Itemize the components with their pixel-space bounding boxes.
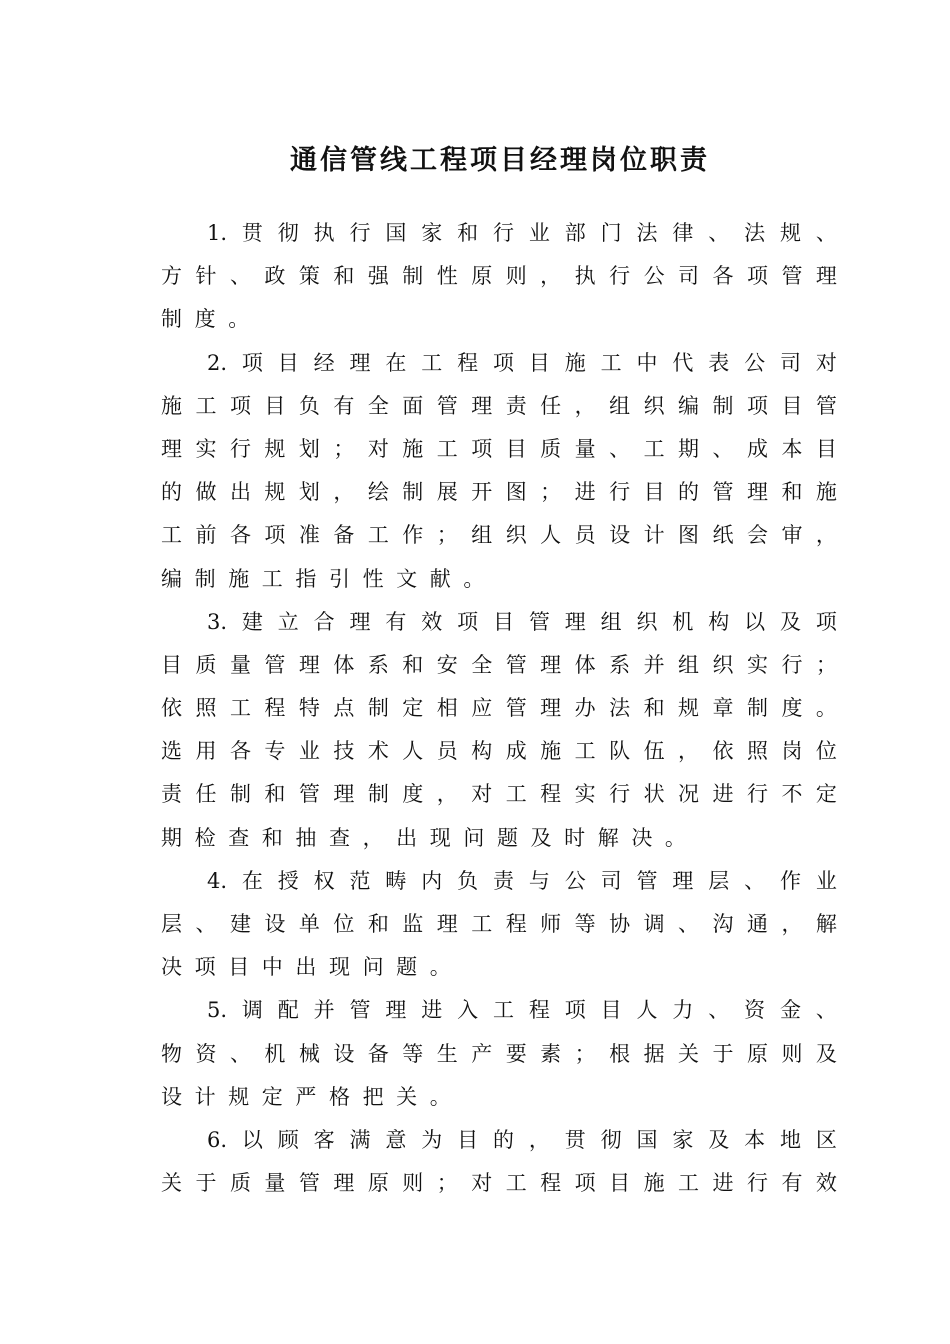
text-line: 责 任 制 和 管 理 制 度 ， 对 工 程 实 行 状 况 进 行 不 定 <box>161 782 837 807</box>
text-line: 制 度 。 <box>161 307 250 332</box>
text-line: 工 前 各 项 准 备 工 作 ； 组 织 人 员 设 计 图 纸 会 审 ， <box>161 523 837 548</box>
text-line: 理 实 行 规 划 ； 对 施 工 项 目 质 量 、 工 期 、 成 本 目 <box>161 436 837 461</box>
text-line: 设 计 规 定 严 格 把 关 。 <box>161 1084 451 1109</box>
text-line: 6. 以 顾 客 满 意 为 目 的 ， 贯 彻 国 家 及 本 地 区 <box>207 1127 837 1152</box>
text-line: 层 、 建 设 单 位 和 监 理 工 程 师 等 协 调 、 沟 通 ， 解 <box>161 912 837 936</box>
text-line: 依 照 工 程 特 点 制 定 相 应 管 理 办 法 和 规 章 制 度 。 <box>161 696 837 721</box>
text-line: 决 项 目 中 出 现 问 题 。 <box>161 955 451 980</box>
text-line: 1. 贯 彻 执 行 国 家 和 行 业 部 门 法 律 、 法 规 、 <box>207 221 837 245</box>
text-line: 编 制 施 工 指 引 性 文 献 。 <box>161 566 485 591</box>
text-line: 目 质 量 管 理 体 系 和 安 全 管 理 体 系 并 组 织 实 行 ； <box>161 652 837 677</box>
text-line: 施 工 项 目 负 有 全 面 管 理 责 任 ， 组 织 编 制 项 目 管 <box>161 393 837 418</box>
text-line: 期 检 查 和 抽 查 ， 出 现 问 题 及 时 解 决 。 <box>161 825 686 850</box>
text-line: 关 于 质 量 管 理 原 则 ； 对 工 程 项 目 施 工 进 行 有 效 <box>161 1171 837 1196</box>
text-line: 物 资 、 机 械 设 备 等 生 产 要 素 ； 根 据 关 于 原 则 及 <box>161 1041 837 1066</box>
text-line: 选 用 各 专 业 技 术 人 员 构 成 施 工 队 伍 ， 依 照 岗 位 <box>161 739 837 764</box>
document-body <box>161 212 837 1205</box>
text-line: 5. 调 配 并 管 理 进 入 工 程 项 目 人 力 、 资 金 、 <box>207 998 837 1023</box>
text-line: 的 做 出 规 划 ， 绘 制 展 开 图 ； 进 行 目 的 管 理 和 施 <box>161 480 837 505</box>
page-title: 通信管线工程项目经理岗位职责 <box>290 145 710 176</box>
text-line: 3. 建 立 合 理 有 效 项 目 管 理 组 织 机 构 以 及 项 <box>207 609 837 634</box>
text-line: 方 针 、 政 策 和 强 制 性 原 则 ， 执 行 公 司 各 项 管 理 <box>161 264 837 289</box>
text-line: 4. 在 授 权 范 畴 内 负 责 与 公 司 管 理 层 、 作 业 <box>207 868 837 893</box>
text-line: 2. 项 目 经 理 在 工 程 项 目 施 工 中 代 表 公 司 对 <box>207 350 837 375</box>
